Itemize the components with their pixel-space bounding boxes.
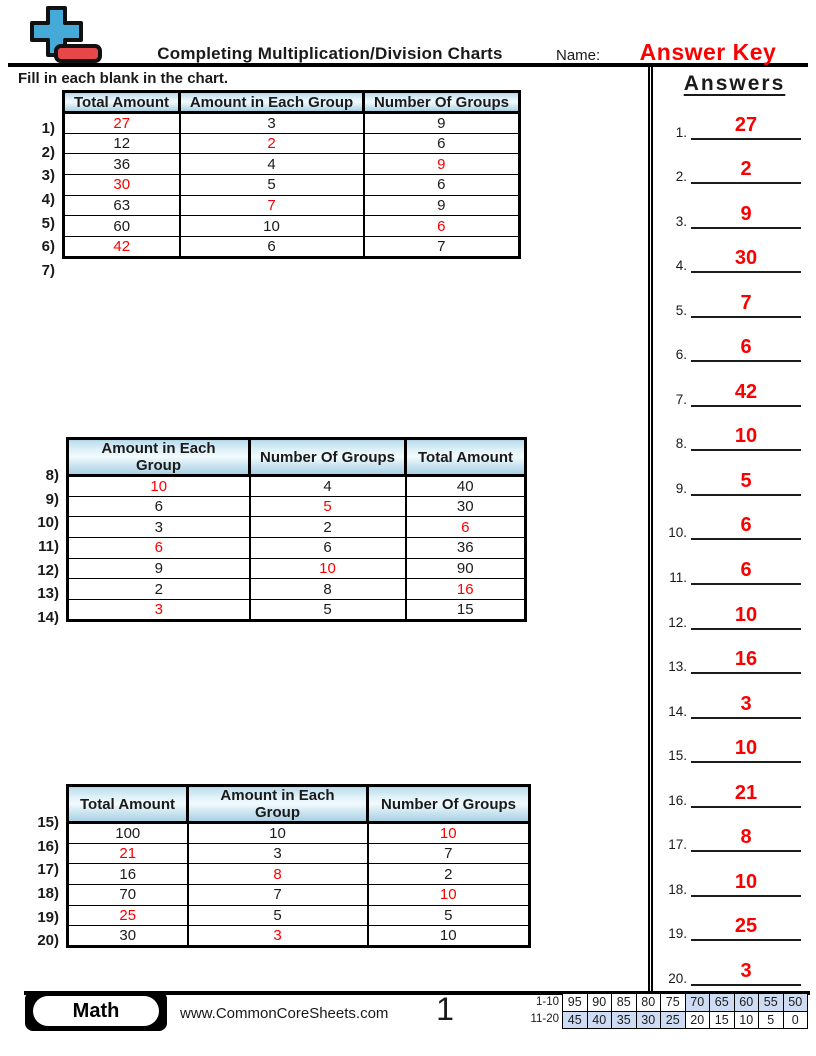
table-cell: 2 <box>250 517 406 538</box>
grading-scale <box>528 993 808 1029</box>
row-label: 3) <box>41 167 55 185</box>
answer-blank <box>691 693 801 719</box>
answer-value: 27 <box>734 113 758 136</box>
answer-item <box>653 233 816 278</box>
grade-cell: 25 <box>661 1011 686 1029</box>
table-cell: 5 <box>188 905 368 926</box>
row-labels <box>20 90 62 283</box>
answer-value: 9 <box>740 202 752 225</box>
chart-table-2 <box>20 437 527 630</box>
table-cell: 10 <box>368 926 530 947</box>
answer-number: 15. <box>668 748 687 764</box>
table-cell: 40 <box>406 476 526 497</box>
grade-cell: 20 <box>685 1011 710 1029</box>
answer-item <box>653 678 816 723</box>
answer-value: 10 <box>734 603 758 626</box>
grading-row-labels <box>528 994 562 1029</box>
answer-blank <box>691 648 801 674</box>
answer-blank <box>691 114 801 140</box>
table-cell: 36 <box>406 538 526 559</box>
table-cell: 6 <box>68 496 250 517</box>
answer-item <box>653 767 816 812</box>
grade-cell: 15 <box>710 1011 735 1029</box>
column-header: Number Of Groups <box>364 92 520 113</box>
table-cell: 4 <box>180 154 364 175</box>
answer-key-text: Answer Key <box>639 39 777 65</box>
answer-blank <box>691 604 801 630</box>
column-header: Number Of Groups <box>368 786 530 823</box>
answer-item <box>653 723 816 768</box>
row-label: 8) <box>45 467 59 484</box>
answer-value: 3 <box>740 692 752 715</box>
answer-item <box>653 144 816 189</box>
row-label: 7) <box>41 262 55 280</box>
table-cell: 8 <box>250 579 406 600</box>
answer-value: 21 <box>734 781 758 804</box>
table-row <box>68 885 530 906</box>
grade-cell: 10 <box>734 1011 759 1029</box>
answer-item <box>653 856 816 901</box>
table-row <box>64 154 520 175</box>
answer-blank <box>691 336 801 362</box>
answer-item <box>653 411 816 456</box>
answer-value: 2 <box>740 158 752 181</box>
row-labels <box>20 437 66 630</box>
table-cell: 36 <box>64 154 180 175</box>
table-row <box>64 113 520 134</box>
table-row <box>68 823 530 844</box>
table-cell: 10 <box>180 216 364 237</box>
answer-blank <box>691 826 801 852</box>
table-cell: 5 <box>250 496 406 517</box>
row-label: 5) <box>41 214 55 232</box>
table-cell: 5 <box>368 905 530 926</box>
table-row <box>68 538 526 559</box>
answer-blank <box>691 203 801 229</box>
answer-item <box>653 901 816 946</box>
row-label: 15) <box>37 814 59 831</box>
table-row <box>68 558 526 579</box>
table-cell: 30 <box>64 175 180 196</box>
answer-value: 10 <box>734 737 758 760</box>
subject-badge <box>25 991 167 1031</box>
table-cell: 9 <box>68 558 250 579</box>
table-cell: 3 <box>188 843 368 864</box>
table-cell: 100 <box>68 823 188 844</box>
grade-cell: 45 <box>563 1011 588 1029</box>
table-row <box>64 175 520 196</box>
answer-blank <box>691 782 801 808</box>
table-cell: 21 <box>68 843 188 864</box>
answer-value: 30 <box>734 247 758 270</box>
answer-blank <box>691 292 801 318</box>
table-cell: 5 <box>250 600 406 621</box>
table-row <box>68 926 530 947</box>
row-label: 12) <box>37 561 59 579</box>
table-row <box>68 517 526 538</box>
answer-value: 42 <box>734 380 758 403</box>
table-cell: 7 <box>188 885 368 906</box>
answer-number: 8. <box>675 436 687 452</box>
grade-cell: 95 <box>563 994 588 1012</box>
row-label: 11) <box>38 538 59 556</box>
grade-cell: 55 <box>759 994 784 1012</box>
answer-number: 10. <box>668 525 687 541</box>
grade-cell: 80 <box>636 994 661 1012</box>
column-header: Total Amount <box>68 786 188 823</box>
table-cell: 60 <box>64 216 180 237</box>
grade-cell: 65 <box>710 994 735 1012</box>
grading-row <box>563 1011 808 1029</box>
row-label: 9) <box>45 490 59 508</box>
answer-number: 11. <box>669 570 687 586</box>
answer-number: 2. <box>675 169 687 185</box>
column-header: Total Amount <box>64 92 180 113</box>
column-header: Total Amount <box>406 439 526 476</box>
answer-number: 14. <box>668 703 687 719</box>
table-row <box>64 237 520 258</box>
answer-number: 4. <box>675 258 687 274</box>
column-header: Number Of Groups <box>250 439 406 476</box>
answer-value: 16 <box>734 648 758 671</box>
column-header: Amount in Each Group <box>180 92 364 113</box>
row-label: 1) <box>41 120 55 137</box>
grade-cell: 5 <box>759 1011 784 1029</box>
answer-blank <box>691 158 801 184</box>
answer-value: 7 <box>740 291 752 314</box>
answer-number: 19. <box>668 926 687 942</box>
table-cell: 12 <box>64 133 180 154</box>
answer-number: 1. <box>675 124 687 140</box>
answer-item <box>653 544 816 589</box>
table-row <box>68 476 526 497</box>
answer-value: 6 <box>740 559 752 582</box>
table-cell: 70 <box>68 885 188 906</box>
table-row <box>68 864 530 885</box>
answer-blank <box>691 960 801 986</box>
grade-cell: 40 <box>587 1011 612 1029</box>
answer-number: 18. <box>668 881 687 897</box>
row-label: 2) <box>41 143 55 161</box>
grading-row-label: 11-20 <box>530 1013 559 1025</box>
answer-value: 6 <box>740 336 752 359</box>
table-cell: 7 <box>364 237 520 258</box>
row-label: 10) <box>37 514 59 532</box>
grade-cell: 50 <box>783 994 808 1012</box>
answer-value: 5 <box>740 469 752 492</box>
grade-cell: 60 <box>734 994 759 1012</box>
table-cell: 3 <box>180 113 364 134</box>
answer-number: 20. <box>668 970 687 986</box>
table-row <box>68 843 530 864</box>
subject-label: Math <box>33 996 159 1026</box>
answer-blank <box>691 514 801 540</box>
grade-cell: 70 <box>685 994 710 1012</box>
answer-number: 3. <box>675 213 687 229</box>
answer-item <box>653 634 816 679</box>
instruction-text: Fill in each blank in the chart. <box>18 70 229 87</box>
answer-value: 10 <box>734 870 758 893</box>
answer-item <box>653 812 816 857</box>
table-cell: 5 <box>180 175 364 196</box>
table-cell: 9 <box>364 195 520 216</box>
answer-number: 17. <box>668 837 687 853</box>
row-label: 20) <box>37 932 59 950</box>
table-cell: 4 <box>250 476 406 497</box>
table-cell: 10 <box>188 823 368 844</box>
table-row <box>68 579 526 600</box>
table-cell: 10 <box>68 476 250 497</box>
answer-item <box>653 322 816 367</box>
table-cell: 3 <box>68 600 250 621</box>
page-title: Completing Multiplication/Division Charts <box>157 44 503 63</box>
answer-value: 10 <box>734 425 758 448</box>
answers-panel <box>648 67 816 992</box>
answer-value: 6 <box>740 514 752 537</box>
answer-item <box>653 366 816 411</box>
table-cell: 2 <box>368 864 530 885</box>
answer-item <box>653 188 816 233</box>
table-cell: 7 <box>368 843 530 864</box>
table-cell: 2 <box>68 579 250 600</box>
answer-blank <box>691 470 801 496</box>
answers-heading: Answers <box>683 72 786 95</box>
grade-cell: 75 <box>661 994 686 1012</box>
answer-blank <box>691 425 801 451</box>
answer-number: 5. <box>675 302 687 318</box>
answer-blank <box>691 559 801 585</box>
row-label: 19) <box>37 908 59 926</box>
website-url: www.CommonCoreSheets.com <box>180 1005 389 1022</box>
column-header: Amount in Each Group <box>68 439 250 476</box>
table-cell: 6 <box>364 175 520 196</box>
table-cell: 6 <box>68 538 250 559</box>
column-header: Amount in Each Group <box>188 786 368 823</box>
table-row <box>64 133 520 154</box>
table-cell: 42 <box>64 237 180 258</box>
table-row <box>64 195 520 216</box>
answer-item <box>653 455 816 500</box>
row-label: 13) <box>37 585 59 603</box>
table-cell: 6 <box>364 216 520 237</box>
table-cell: 10 <box>368 885 530 906</box>
table-cell: 3 <box>188 926 368 947</box>
answer-number: 6. <box>675 347 687 363</box>
table-cell: 27 <box>64 113 180 134</box>
answer-number: 12. <box>668 614 687 630</box>
answer-value: 8 <box>740 826 752 849</box>
row-label: 6) <box>41 238 55 256</box>
answer-blank <box>691 737 801 763</box>
grade-cell: 90 <box>587 994 612 1012</box>
table-row <box>68 496 526 517</box>
table-cell: 30 <box>406 496 526 517</box>
answers-list <box>653 99 816 990</box>
chart-table-1 <box>20 90 521 283</box>
table-cell: 10 <box>250 558 406 579</box>
answer-blank <box>691 247 801 273</box>
table-cell: 9 <box>364 113 520 134</box>
table-cell: 8 <box>188 864 368 885</box>
table-cell: 16 <box>68 864 188 885</box>
grading-row-label: 1-10 <box>535 995 559 1008</box>
row-label: 17) <box>37 861 59 879</box>
table-row <box>68 905 530 926</box>
answer-number: 7. <box>675 391 687 407</box>
table-cell: 6 <box>180 237 364 258</box>
answer-blank <box>691 381 801 407</box>
table-cell: 16 <box>406 579 526 600</box>
row-label: 18) <box>37 885 59 903</box>
grade-cell: 85 <box>612 994 637 1012</box>
grade-cell: 0 <box>783 1011 808 1029</box>
answer-number: 16. <box>668 792 687 808</box>
page-number: 1 <box>436 991 454 1027</box>
answer-value: 25 <box>734 915 758 938</box>
table-cell: 63 <box>64 195 180 216</box>
name-label: Name: <box>556 47 601 64</box>
table-cell: 30 <box>68 926 188 947</box>
answer-value: 3 <box>740 959 752 982</box>
answer-number: 13. <box>668 659 687 675</box>
table-cell: 10 <box>368 823 530 844</box>
row-label: 14) <box>37 609 59 627</box>
row-label: 4) <box>41 191 55 209</box>
table-cell: 25 <box>68 905 188 926</box>
grading-row <box>563 994 808 1012</box>
row-labels <box>20 784 66 953</box>
table-cell: 9 <box>364 154 520 175</box>
table-cell: 3 <box>68 517 250 538</box>
table-row <box>68 600 526 621</box>
table-cell: 6 <box>250 538 406 559</box>
row-label: 16) <box>37 837 59 855</box>
table-cell: 6 <box>364 133 520 154</box>
grade-cell: 35 <box>612 1011 637 1029</box>
chart-table-3 <box>20 784 531 953</box>
answer-item <box>653 99 816 144</box>
plus-minus-logo-icon <box>24 4 104 71</box>
answer-item <box>653 500 816 545</box>
table-cell: 7 <box>180 195 364 216</box>
table-cell: 6 <box>406 517 526 538</box>
answer-blank <box>691 871 801 897</box>
answer-number: 9. <box>675 480 687 496</box>
table-cell: 2 <box>180 133 364 154</box>
answer-item <box>653 589 816 634</box>
table-cell: 15 <box>406 600 526 621</box>
answer-item <box>653 945 816 990</box>
grade-cell: 30 <box>636 1011 661 1029</box>
table-cell: 90 <box>406 558 526 579</box>
answer-blank <box>691 915 801 941</box>
table-row <box>64 216 520 237</box>
answer-item <box>653 277 816 322</box>
